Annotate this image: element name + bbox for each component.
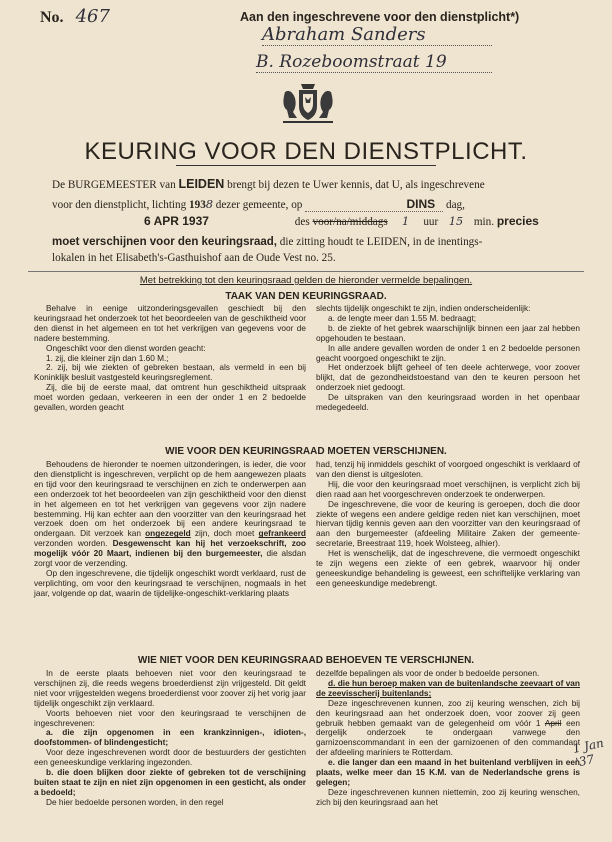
hour-value: 1 [401,215,410,228]
intro-line-5: lokalen in het Elisabeth's-Gasthuishof aan de Oude Vest no. 25. [52,252,336,264]
addressee-label: Aan den ingeschrevene voor den dienstplicht*) [240,10,520,24]
weekday-stamp: DINS [305,197,443,212]
divider [28,271,584,272]
number-value: 467 [75,6,110,27]
section-must-appear-right: had, tenzij hij inmiddels geschikt of voorgoed ongeschikt is verklaard of van den dienst is uitgesloten. Hij, die voor den keuringsraad moet verschijnen, is verplicht zich bij dien raad aan het voorgeschreven onderzoek te onderwerpen. De ingeschrevene, die voor de keuring is geroepen, doch die door ziekte of wegens een andere geldige reden niet kan verschijnen, moet hiervan tijdig kennis geven aan den voorzitter van den keuringsraad of aan den burgemeester (afdeeling Militaire Zaken der gemeente-secretarie, Breestraat 119, hoek Wolsteeg, alhier). Het is wenschelijk, dat de ingeschrevene, die vermoedt ongeschikt te zijn wegens een ziekte of een gebrek, waarvoor hij onder geneeskundige behandeling is geweest, een schriftelijke verklaring van een geneeskundige medebrengt. [316,459,580,588]
addressee-street: B. Rozeboomstraat 19 [256,52,492,73]
city-name: LEIDEN [178,177,225,191]
coat-of-arms-icon [277,80,339,128]
date-stamp: 6 APR 1937 [144,214,209,228]
addressee-name: Abraham Sanders [262,24,492,46]
section-exempt-left: In de eerste plaats behoeven niet voor den keuringsraad te verschijnen zij, die reeds wegens broederdienst zijn vrijgesteld. Dit geldt niet voor vrijgestelden wegens broederdienst voor zoover zij het vorig jaar tijdelijk ongeschikt zijn verklaard. Voorts behoeven niet voor den keuringsraad te verschijnen de ingeschrevenen: a. die zijn opgenomen in een krankzinnigen-, idioten-, doofstommen- of blindengesticht; Voor deze ingeschrevenen wordt door de bestuurders der gestichten een geneeskundige verklaring ingezonden. b. die doen blijken door ziekte of gebreken tot de verschijning buiten staat te zijn en niet zijn opgenomen in een gesticht, als onder a bedoeld; De hier bedoelde personen worden, in den regel [34,668,306,807]
intro-line-3: 6 APR 1937 des voor/na/middags 1 uur 15 min. precies [52,214,582,228]
title-rule [176,165,436,166]
cohort-year-digit: 8 [205,198,213,211]
section-task-right: slechts tijdelijk ongeschikt te zijn, indien onderscheidenlijk: a. de lengte meer dan 1.55 M. bedraagt; b. de ziekte of het gebrek waarschijnlijk binnen een jaar zal hebben opgehouden te bestaan. In alle andere gevallen worden de onder 1 en 2 bedoelde personen geacht voorgoed ongeschikt te zijn. Het onderzoek blijft geheel of ten deele achterwege, voor zoover blijkt, dat de gezondheidstoestand van den te keuren persoon het onderzoek niet gedoogt. De uitspraken van den keuringsraad worden in het openbaar medegedeeld. [316,303,580,413]
section-must-appear-left: Behoudens de hieronder te noemen uitzonderingen, is ieder, die voor den dienstplicht is ingeschreven, verplicht op de hem aangewezen plaats en tijd voor den keuringsraad te verschijnen en zich te onderwerpen aan een onderzoek tot het beoordeelen van zijn geschiktheid voor den dienst in het algemeen en tot het verkrijgen van gegevens voor zijn nadere bestemming. Hij kan echter aan den voorzitter van den keuringsraad het verzoek doen om het onderzoek bij een andere keuringsraad te ondergaan. Dit verzoek kan ongezegeld zijn, doch moet gefrankeerd verzonden worden. Desgewenscht kan hij het verzoekschrift, zoo mogelijk vóór 20 Maart, indienen bij den burgemeester, die alsdan zorgt voor de verzending. Op den ingeschrevene, die tijdelijk ongeschikt wordt verklaard, rust de verplichting, om voor den keuringsraad te verschijnen, nogmaals in het jaar, volgende op dat, waarin de tijdelijke-ongeschikt-verklaring plaats [34,459,307,598]
handwritten-margin-note: 1 Jan '37 [571,735,605,770]
section-title-exempt: WIE NIET VOOR DEN KEURINGSRAAD BEHOEVEN TE VERSCHIJNEN. [137,655,475,666]
document-number [40,6,110,27]
minutes-value: 15 [448,215,464,228]
section-task-left: Behalve in eenige uitzonderingsgevallen geschiedt bij den keuringsraad het onderzoek tot het beoordeelen van de geschiktheid voor den dienst in het algemeen en tot het verkrijgen van gegevens voor de nadere bestemming. Ongeschikt voor den dienst worden geacht: 1. zij, die kleiner zijn dan 1.60 M.; 2. zij, bij wie ziekten of gebreken bestaan, als vermeld in een bij Koninklijk besluit vastgesteld keuringsreglement. Zij, die bij de eerste maal, dat omtrent hun geschiktheid uitspraak moet worden gedaan, verkeeren in een der onder 1 en 2 bedoelde gevallen, worden geacht [34,303,306,413]
intro-line-4: moet verschijnen voor den keuringsraad, die zitting houdt te LEIDEN, in de inentings- [52,236,483,248]
page-title: KEURING VOOR DEN DIENSTPLICHT. [84,138,528,165]
section-title-must-appear: WIE VOOR DEN KEURINGSRAAD MOETEN VERSCHIJNEN. [165,446,447,457]
section-title-task: TAAK VAN DEN KEURINGSRAAD. [225,291,387,302]
number-label: No. [40,9,64,26]
intro-line-1: De BURGEMEESTER van LEIDEN brengt bij dezen te Uwer kennis, dat U, als ingeschrevene [52,177,485,191]
regulations-notice: Met betrekking tot den keuringsraad gelden de hieronder vermelde bepalingen. [139,275,473,286]
section-exempt-right: dezelfde bepalingen als voor de onder b bedoelde personen. d. die hun beroep maken van de buitenlandsche zeevaart of van de zeevisscherij buitenlands; Deze ingeschrevenen kunnen, zoo zij keuring wenschen, zich bij den keuringsraad aan het onderzoek doen, voor zoover zij geen gebruik hebben gemaakt van de gelegenheid om vóór 1 April een dergelijk onderzoek te ondergaan vanwege den garnizoenscommandant in een der garnizoenen of den commandant der afdeeling mariniers te Rotterdam. e. die langer dan een maand in het buitenland verblijven in een plaats, welke meer dan 15 K.M. van de Nederlandsche grens is gelegen; Deze ingeschrevenen kunnen niettemin, zoo zij keuring wenschen, zich bij den keuringsraad aan het [316,668,580,807]
intro-line-2: voor den dienstplicht, lichting 1938 dezer gemeente, op DINS dag, [52,197,465,211]
